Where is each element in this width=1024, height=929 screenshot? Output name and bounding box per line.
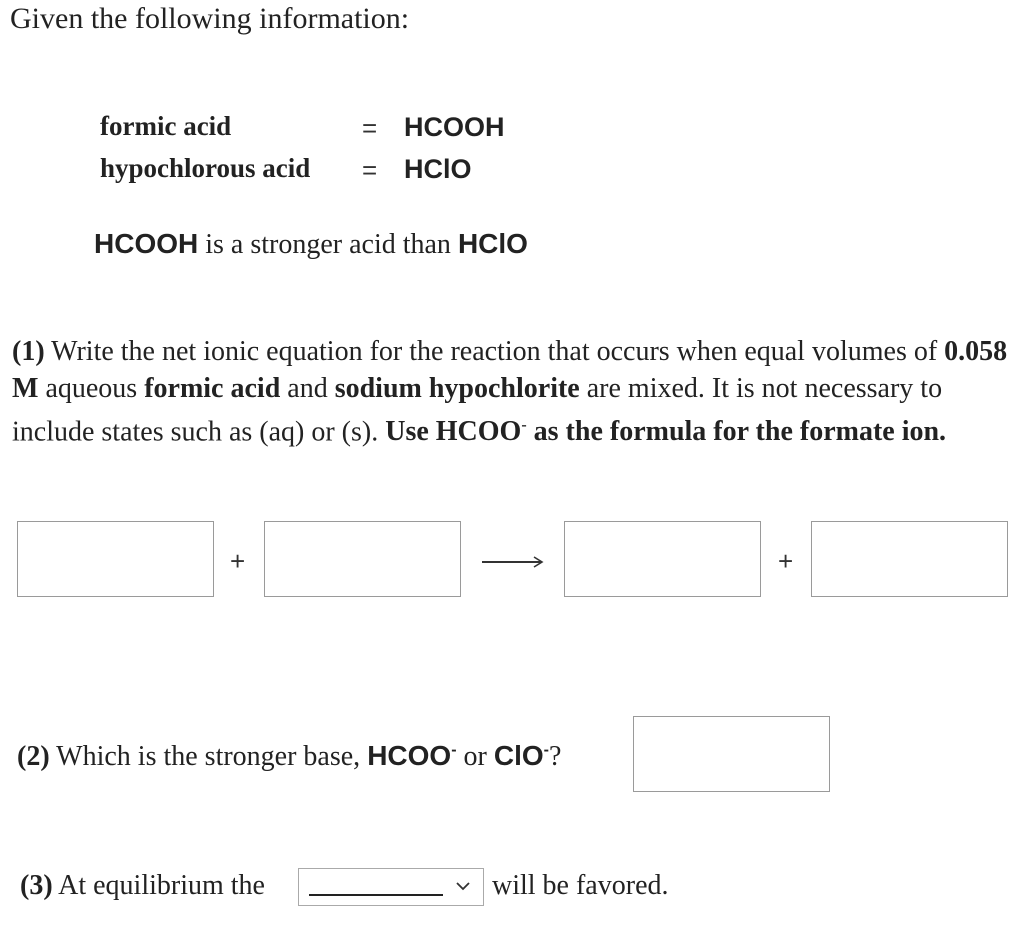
- equilibrium-side-select[interactable]: [298, 868, 484, 906]
- q2-base-b-sup: -: [543, 741, 549, 759]
- q3-text-after: will be favored.: [492, 870, 669, 901]
- q3-number: (3): [20, 870, 53, 901]
- stronger-base-input[interactable]: [633, 716, 830, 792]
- q2-question-mark: ?: [548, 741, 562, 772]
- q2-base-a-text: HCOO: [367, 740, 452, 771]
- def-formula-hypochlorous: HClO: [404, 154, 472, 184]
- def-name-formic: formic acid: [100, 111, 232, 141]
- plus-sign-products: +: [778, 546, 794, 576]
- acid-strength-statement: [94, 228, 528, 261]
- q3-text-before: At equilibrium the: [58, 870, 265, 901]
- product-1-input[interactable]: [564, 521, 761, 597]
- q2-base-a-sup: -: [451, 741, 457, 759]
- reaction-arrow-icon: [481, 552, 545, 572]
- q2-or: or: [463, 741, 487, 772]
- select-blank-line: [309, 894, 443, 896]
- question-2: [17, 740, 561, 773]
- q1-text-1: Write the net ionic equation for the reaction that occurs when equal volumes of: [51, 336, 938, 367]
- q1-concentration: 0.058 M: [12, 336, 1008, 404]
- q1-and: and: [287, 373, 328, 404]
- statement-weak-acid: HClO: [457, 228, 528, 259]
- def-formula-formic: HCOOH: [404, 112, 505, 142]
- q2-base-b-text: ClO: [493, 740, 544, 771]
- q2-text: Which is the stronger base,: [56, 741, 361, 772]
- intro-text: Given the following information:: [10, 2, 410, 35]
- question-1: [12, 333, 1010, 450]
- q1-bold-a: Use HCOO: [385, 416, 522, 448]
- q2-number: (2): [17, 741, 50, 772]
- q1-reactant-b: sodium hypochlorite: [334, 373, 580, 404]
- q1-formate-instruction: [385, 416, 946, 447]
- chevron-down-icon: [455, 878, 471, 894]
- def-equals-hypochlorous: =: [362, 155, 378, 185]
- q1-number: (1): [12, 336, 45, 367]
- reactant-2-input[interactable]: [264, 521, 461, 597]
- statement-strong-acid: HCOOH: [94, 228, 199, 259]
- product-2-input[interactable]: [811, 521, 1008, 597]
- q2-base-b: [494, 740, 549, 771]
- question-3: [20, 870, 265, 902]
- q2-base-a: [367, 740, 456, 771]
- plus-sign-reactants: +: [230, 546, 246, 576]
- q1-text-2: aqueous: [45, 373, 138, 404]
- q1-bold-b: as the formula for the formate ion.: [533, 416, 947, 448]
- def-name-hypochlorous: hypochlorous acid: [100, 153, 311, 183]
- reactant-1-input[interactable]: [17, 521, 214, 597]
- def-equals-formic: =: [362, 113, 378, 143]
- statement-middle: is a stronger acid than: [205, 229, 451, 260]
- q1-sup: -: [521, 417, 527, 434]
- q1-text-3: are mixed. It is not necessary to include states such as (aq) or (s).: [12, 373, 943, 448]
- q1-reactant-a: formic acid: [144, 373, 281, 404]
